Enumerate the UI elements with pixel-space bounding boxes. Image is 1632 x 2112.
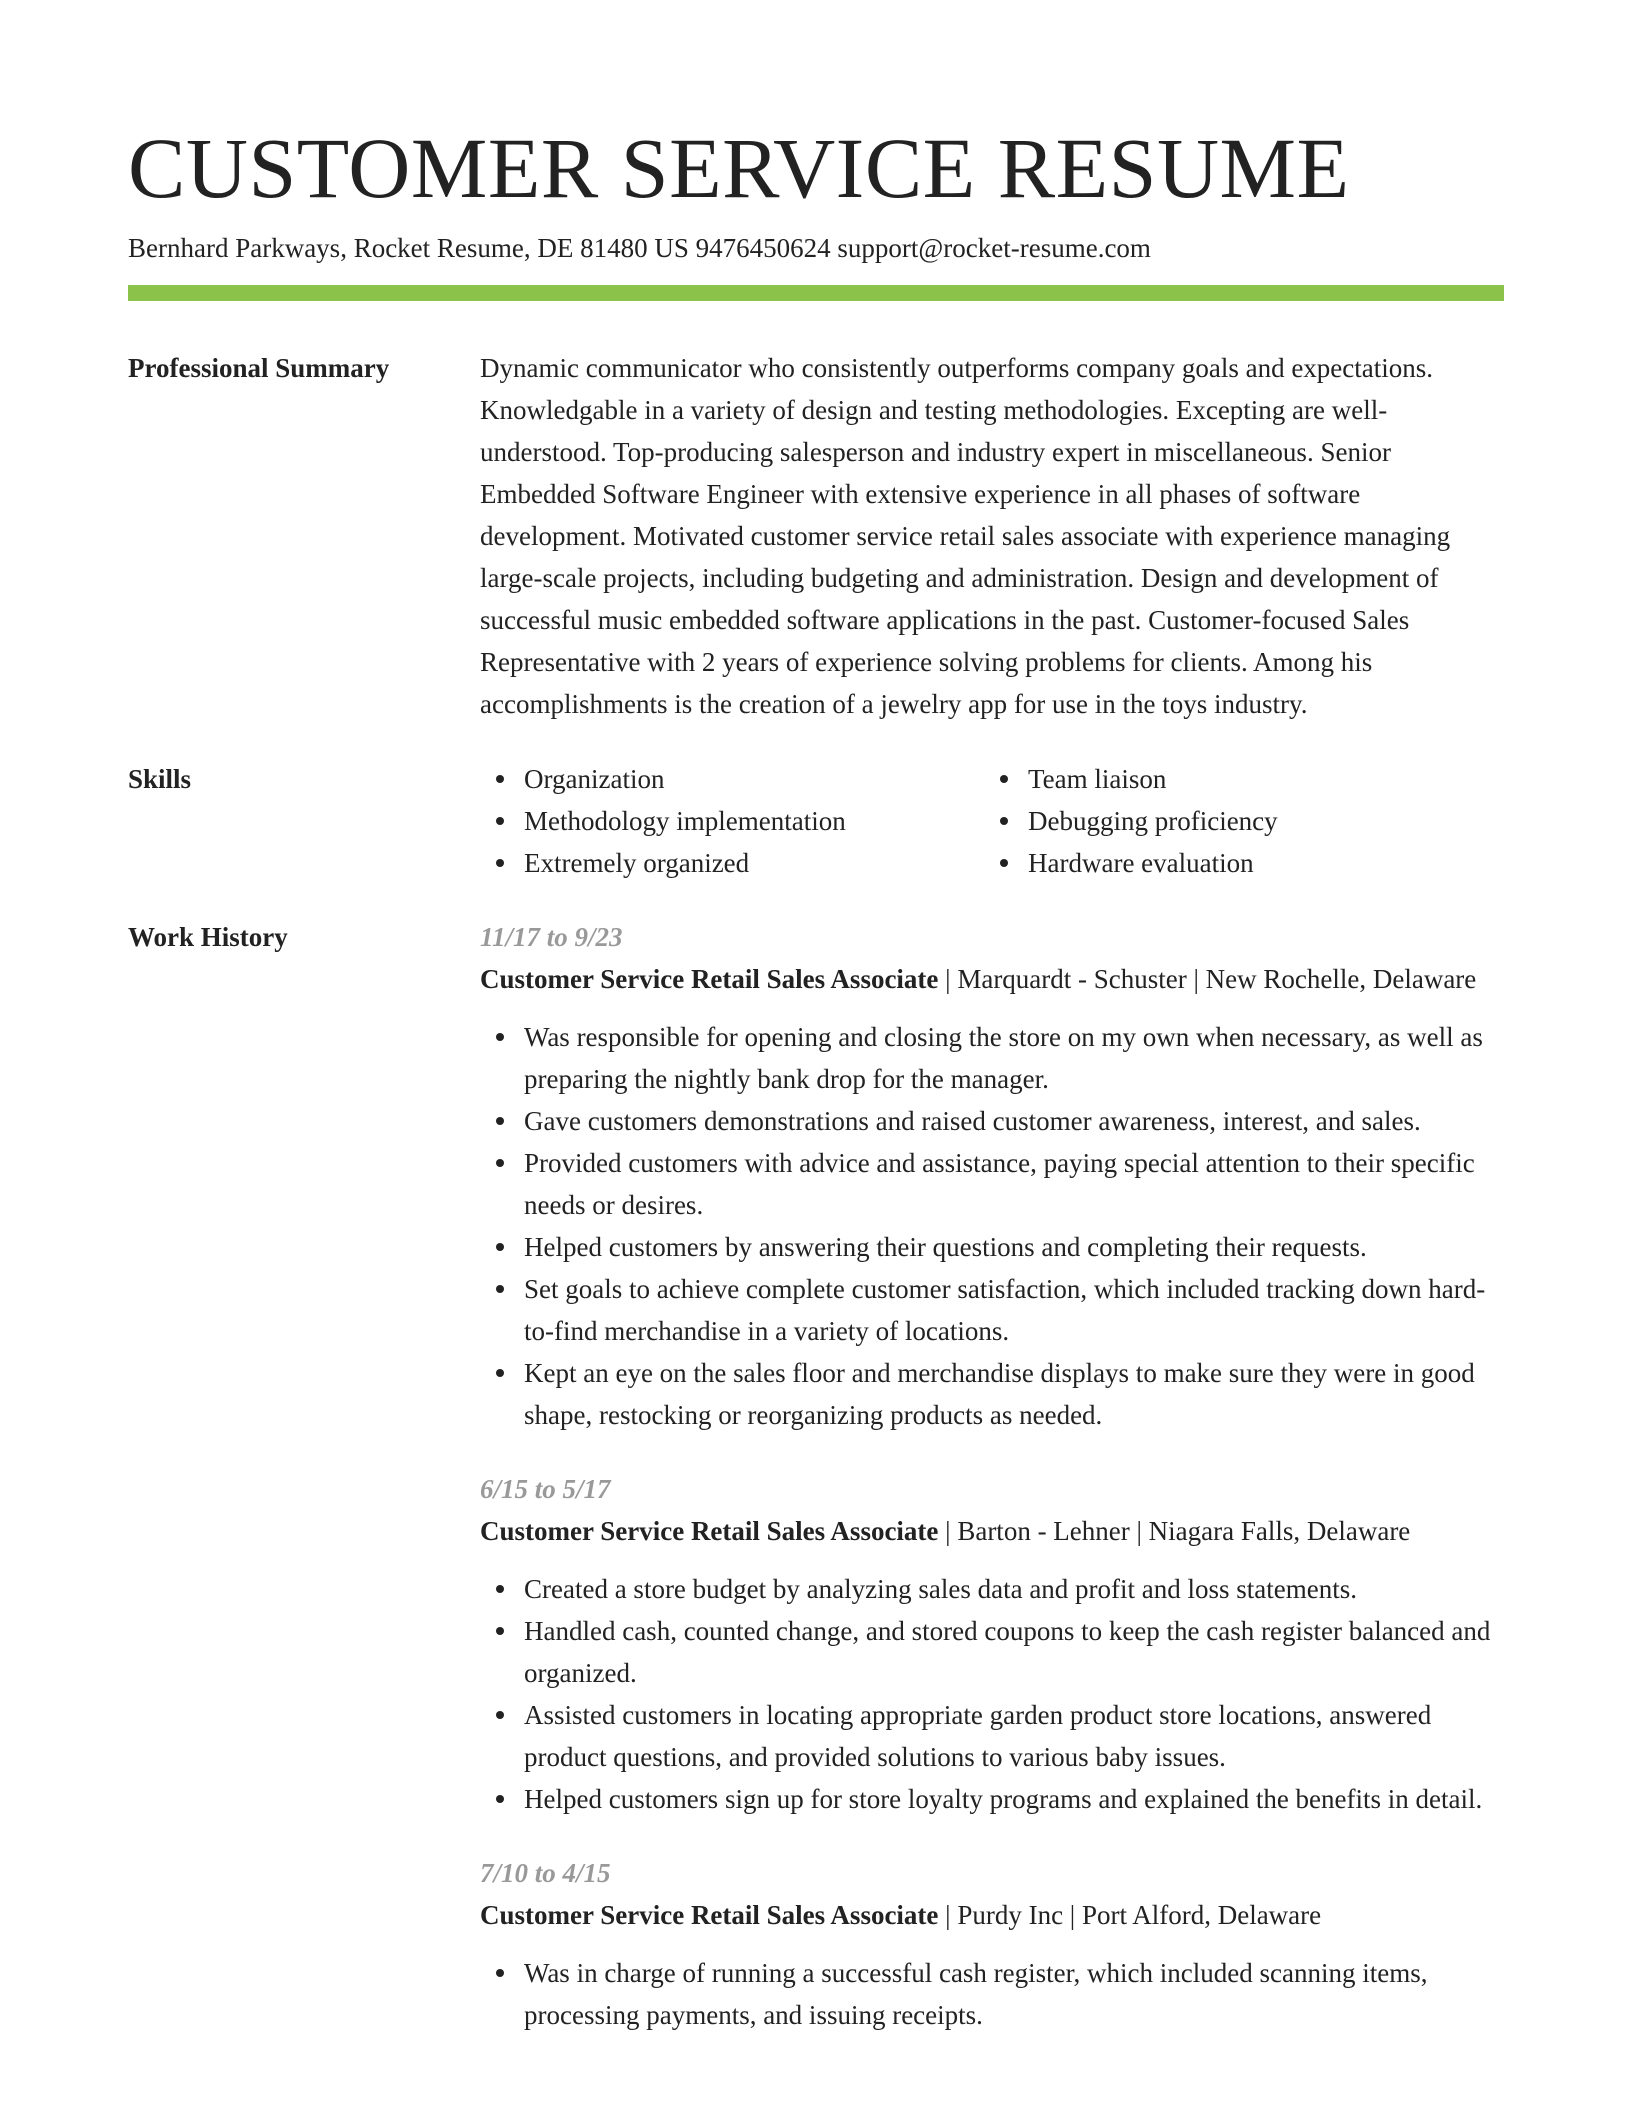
contact-line: Bernhard Parkways, Rocket Resume, DE 81480 US 9476450624 support@rocket-resume.com <box>128 233 1151 263</box>
job-entry <box>480 1468 1504 1820</box>
skill-item: Hardware evaluation <box>984 842 1488 884</box>
job-title: Customer Service Retail Sales Associate <box>480 964 939 994</box>
job-bullet: Provided customers with advice and assistance, paying special attention to their specific needs or desires. <box>480 1142 1504 1226</box>
job-bullet: Helped customers by answering their questions and completing their requests. <box>480 1226 1504 1268</box>
job-bullet: Was responsible for opening and closing the store on my own when necessary, as well as preparing the nightly bank drop for the manager. <box>480 1016 1504 1100</box>
resume-title: CUSTOMER SERVICE RESUME <box>128 120 1350 216</box>
job-heading <box>480 1510 1504 1552</box>
job-title: Customer Service Retail Sales Associate <box>480 1900 939 1930</box>
job-heading <box>480 958 1504 1000</box>
skill-item: Debugging proficiency <box>984 800 1488 842</box>
job-entry <box>480 916 1504 1436</box>
job-dates: 6/15 to 5/17 <box>480 1474 611 1504</box>
job-bullet: Created a store budget by analyzing sales data and profit and loss statements. <box>480 1568 1504 1610</box>
job-details: | Barton - Lehner | Niagara Falls, Delaware <box>938 1516 1411 1546</box>
skill-item: Team liaison <box>984 758 1488 800</box>
skill-item: Extremely organized <box>480 842 984 884</box>
job-dates: 7/10 to 4/15 <box>480 1858 611 1888</box>
job-bullet: Kept an eye on the sales floor and merchandise displays to make sure they were in good shape, restocking or reorganizing products as needed. <box>480 1352 1504 1436</box>
summary-text: Dynamic communicator who consistently outperforms company goals and expectations. Knowledgable in a variety of design and testing methodologies. Excepting are well-understood. Top-producing salesperson and industry expert in miscellaneous. Senior Embedded Software Engineer with extensive experience in all phases of software development. Motivated customer service retail sales associate with experience managing large-scale projects, including budgeting and administration. Design and development of successful music embedded software applications in the past. Customer-focused Sales Representative with 2 years of experience solving problems for clients. Among his accomplishments is the creation of a jewelry app for use in the toys industry. <box>480 353 1451 719</box>
job-bullet: Gave customers demonstrations and raised customer awareness, interest, and sales. <box>480 1100 1504 1142</box>
job-dates: 11/17 to 9/23 <box>480 922 623 952</box>
header-divider <box>128 285 1504 301</box>
job-bullet: Helped customers sign up for store loyalty programs and explained the benefits in detail. <box>480 1778 1504 1820</box>
job-bullet: Set goals to achieve complete customer satisfaction, which included tracking down hard-to-find merchandise in a variety of locations. <box>480 1268 1504 1352</box>
job-details: | Purdy Inc | Port Alford, Delaware <box>938 1900 1322 1930</box>
skill-item: Organization <box>480 758 984 800</box>
work-history-heading: Work History <box>128 922 288 952</box>
skills-column-right <box>984 758 1488 884</box>
job-bullet: Assisted customers in locating appropriate garden product store locations, answered product questions, and provided solutions to various baby issues. <box>480 1694 1504 1778</box>
job-details: | Marquardt - Schuster | New Rochelle, Delaware <box>938 964 1477 994</box>
summary-heading: Professional Summary <box>128 353 390 383</box>
job-title: Customer Service Retail Sales Associate <box>480 1516 939 1546</box>
job-bullets <box>480 1016 1504 1436</box>
skill-item: Methodology implementation <box>480 800 984 842</box>
job-entry <box>480 1852 1504 2036</box>
skills-list <box>480 758 1504 884</box>
work-history-list <box>480 916 1504 2068</box>
job-bullets <box>480 1952 1504 2036</box>
job-bullets <box>480 1568 1504 1820</box>
job-bullet: Was in charge of running a successful cash register, which included scanning items, processing payments, and issuing receipts. <box>480 1952 1504 2036</box>
skills-column-left <box>480 758 984 884</box>
job-bullet: Handled cash, counted change, and stored coupons to keep the cash register balanced and organized. <box>480 1610 1504 1694</box>
skills-heading: Skills <box>128 764 192 794</box>
job-heading <box>480 1894 1504 1936</box>
